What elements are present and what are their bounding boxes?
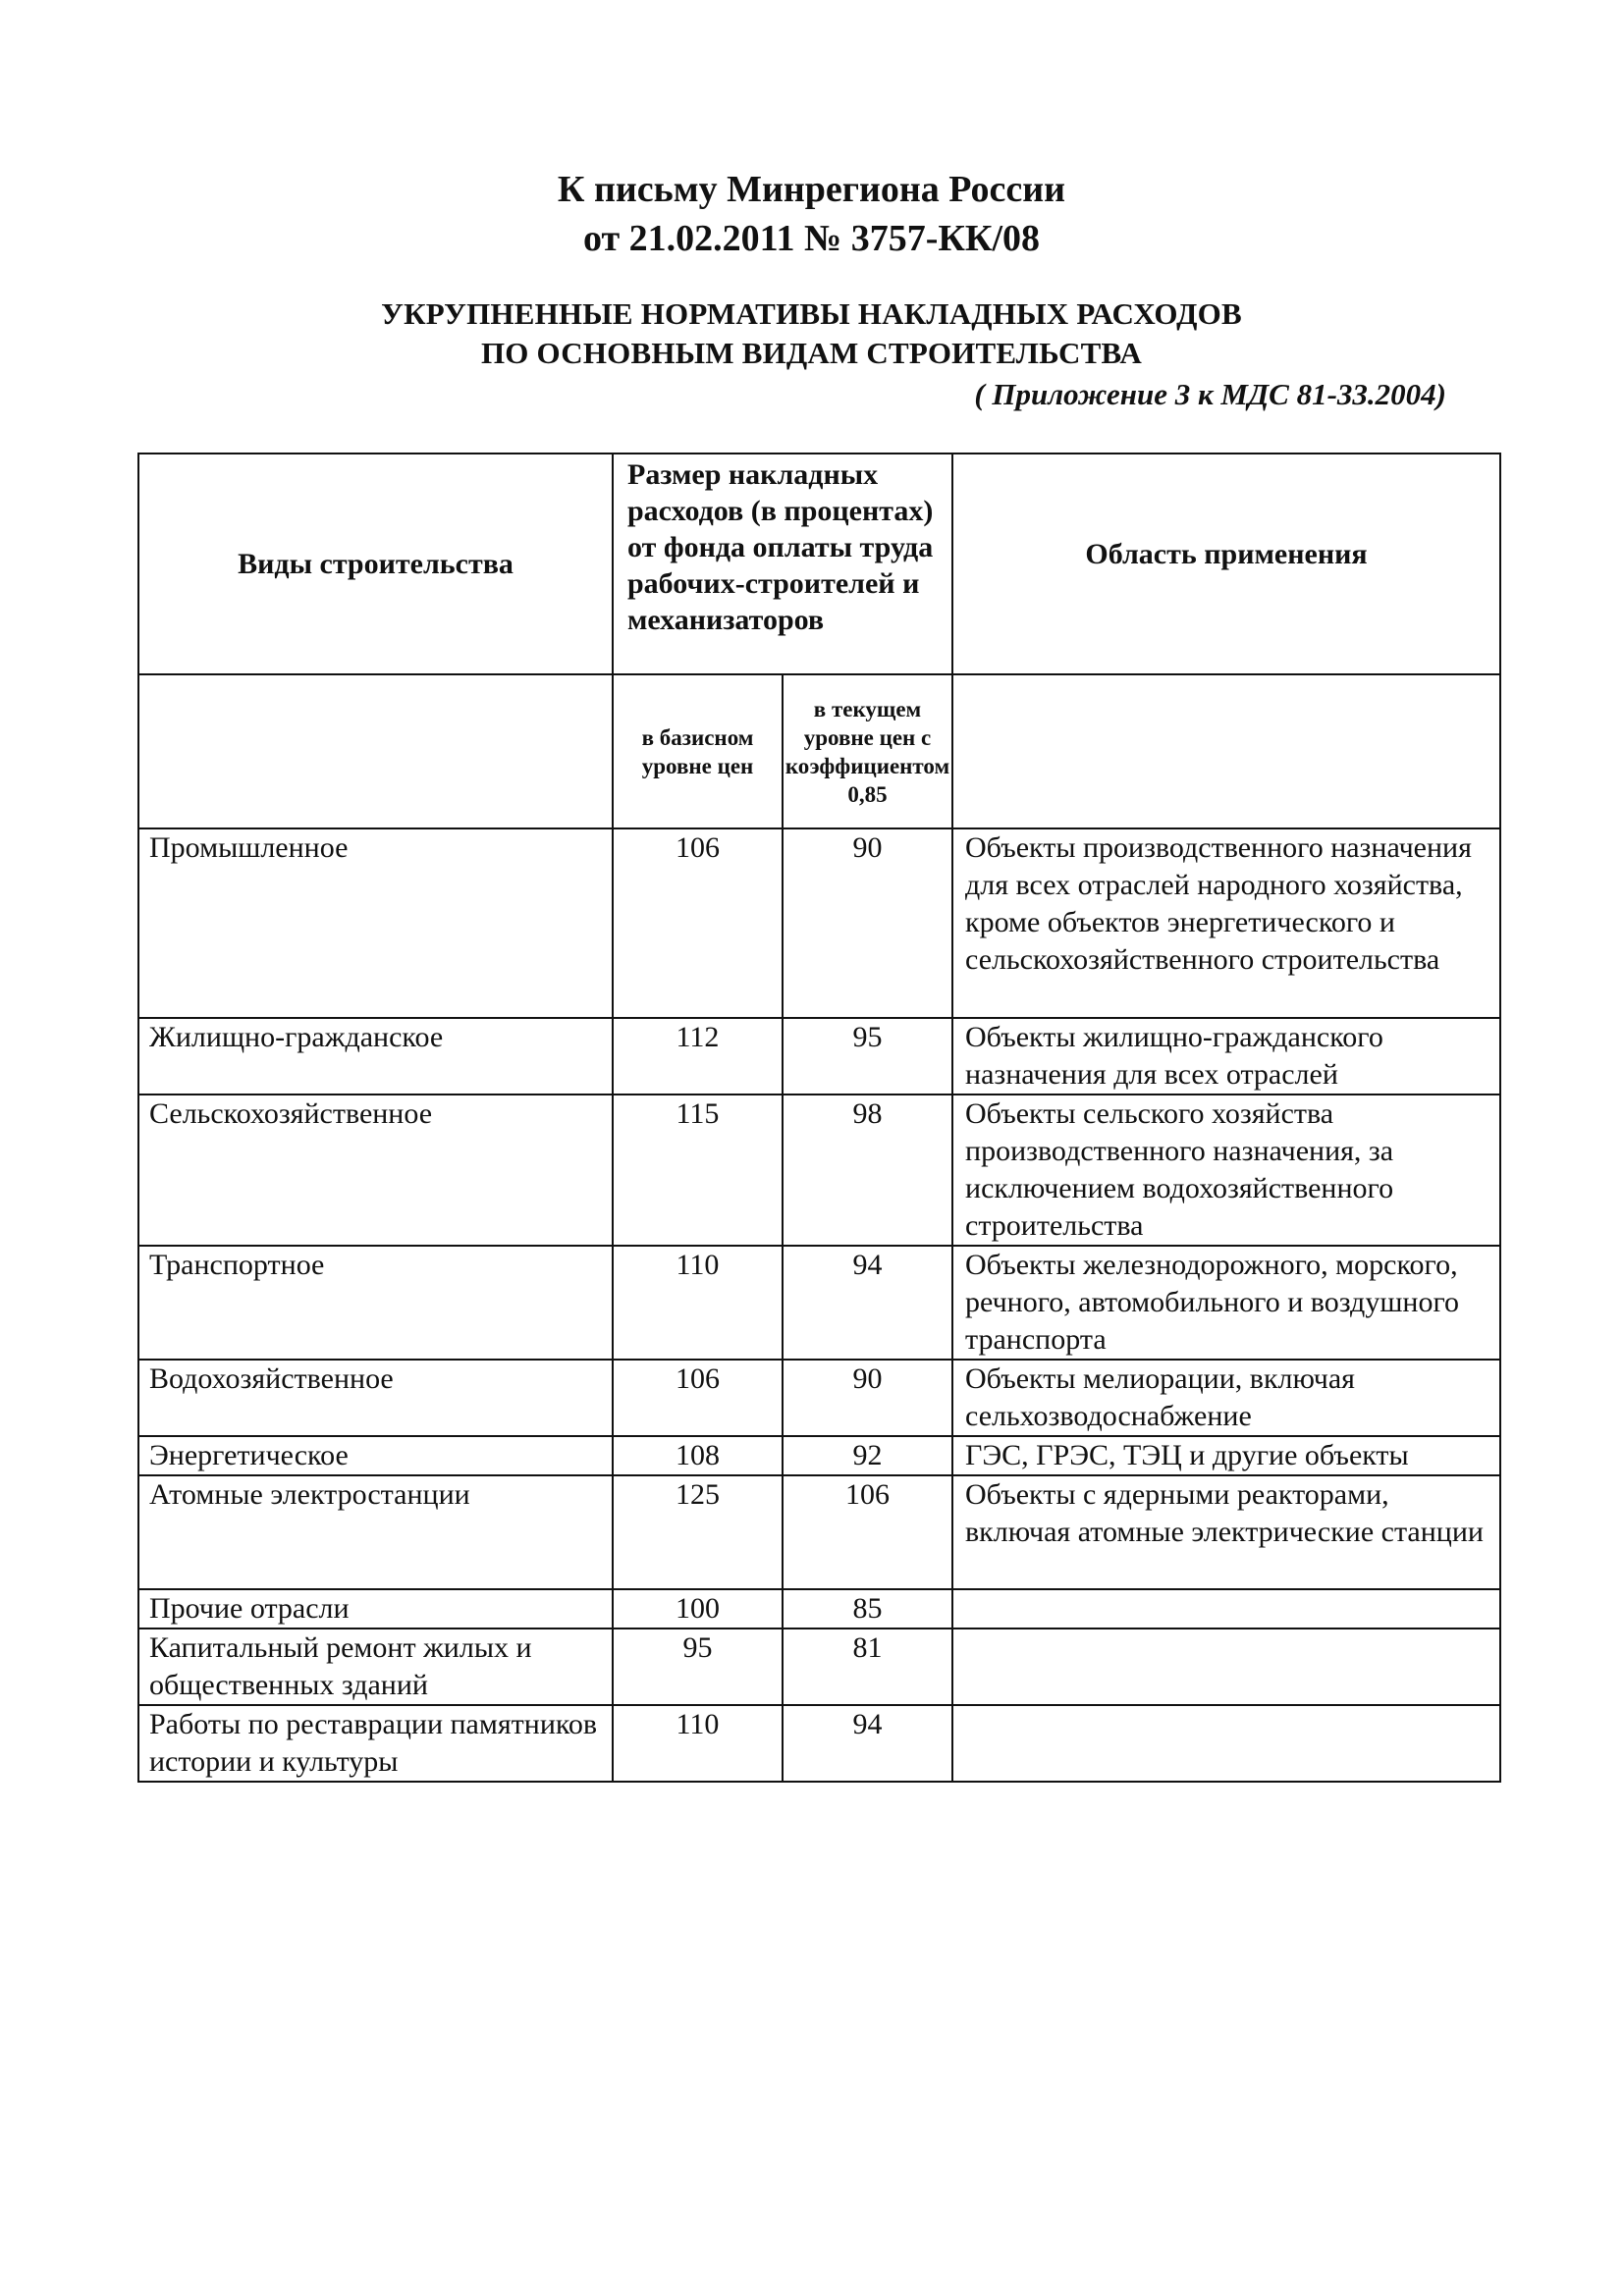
table-row — [138, 1095, 1500, 1246]
cell-construction-type: Атомные электростанции — [138, 1475, 613, 1589]
cell-application-area — [952, 1705, 1500, 1782]
cell-current-percent: 106 — [783, 1475, 952, 1589]
document-title-line-2: ПО ОСНОВНЫМ ВИДАМ СТРОИТЕЛЬСТВА — [480, 336, 1143, 370]
cell-construction-type: Энергетическое — [138, 1436, 613, 1475]
letter-reference-line-1: К письму Минрегиона России — [557, 169, 1066, 210]
cell-base-percent: 110 — [613, 1246, 783, 1360]
cell-construction-type: Капитальный ремонт жилых и общественных зданий — [138, 1629, 613, 1705]
cell-current-percent: 94 — [783, 1246, 952, 1360]
cell-current-percent: 81 — [783, 1629, 952, 1705]
cell-application-area: Объекты железнодорожного, морского, речного, автомобильного и воздушного транспорта — [952, 1246, 1500, 1360]
cell-base-percent: 110 — [613, 1705, 783, 1782]
table-row — [138, 1436, 1500, 1475]
table-row — [138, 1018, 1500, 1095]
column-header-construction-type: Виды строительства — [138, 454, 613, 674]
cell-current-percent: 90 — [783, 828, 952, 1018]
document-title — [0, 294, 1623, 373]
column-subheader-empty — [138, 674, 613, 828]
cell-construction-type: Сельскохозяйственное — [138, 1095, 613, 1246]
cell-construction-type: Транспортное — [138, 1246, 613, 1360]
overhead-norms-table — [137, 453, 1501, 1783]
cell-current-percent: 94 — [783, 1705, 952, 1782]
cell-current-percent: 98 — [783, 1095, 952, 1246]
cell-construction-type: Водохозяйственное — [138, 1360, 613, 1436]
table-row — [138, 1629, 1500, 1705]
cell-base-percent: 95 — [613, 1629, 783, 1705]
table-row — [138, 1589, 1500, 1629]
cell-construction-type: Прочие отрасли — [138, 1589, 613, 1629]
cell-base-percent: 100 — [613, 1589, 783, 1629]
table-body — [138, 828, 1500, 1782]
cell-application-area: ГЭС, ГРЭС, ТЭЦ и другие объекты — [952, 1436, 1500, 1475]
cell-base-percent: 106 — [613, 1360, 783, 1436]
column-subheader-empty-area — [952, 674, 1500, 828]
table-row — [138, 1246, 1500, 1360]
table-row — [138, 1705, 1500, 1782]
cell-base-percent: 106 — [613, 828, 783, 1018]
cell-current-percent: 90 — [783, 1360, 952, 1436]
cell-base-percent: 125 — [613, 1475, 783, 1589]
table-row — [138, 1475, 1500, 1589]
cell-application-area — [952, 1629, 1500, 1705]
cell-base-percent: 115 — [613, 1095, 783, 1246]
cell-application-area: Объекты с ядерными реакторами, включая атомные электрические станции — [952, 1475, 1500, 1589]
column-header-overhead-size: Размер накладных расходов (в процентах) от фонда оплаты труда рабочих-строителей и механизаторов — [613, 454, 952, 674]
cell-current-percent: 95 — [783, 1018, 952, 1095]
cell-application-area: Объекты жилищно-гражданского назначения для всех отраслей — [952, 1018, 1500, 1095]
table-row — [138, 1360, 1500, 1436]
cell-application-area: Объекты сельского хозяйства производственного назначения, за исключением водохозяйственного строительства — [952, 1095, 1500, 1246]
cell-current-percent: 85 — [783, 1589, 952, 1629]
cell-construction-type: Промышленное — [138, 828, 613, 1018]
column-subheader-current-price: в текущем уровне цен с коэффициентом 0,85 — [783, 674, 952, 828]
letter-reference-line-2: от 21.02.2011 № 3757-КК/08 — [582, 218, 1041, 259]
appendix-reference: ( Приложение 3 к МДС 81-33.2004) — [974, 377, 1446, 411]
cell-application-area: Объекты мелиорации, включая сельхозводоснабжение — [952, 1360, 1500, 1436]
cell-application-area: Объекты производственного назначения для всех отраслей народного хозяйства, кроме объектов энергетического и сельскохозяйственного строительства — [952, 828, 1500, 1018]
letter-reference — [0, 165, 1623, 263]
cell-base-percent: 108 — [613, 1436, 783, 1475]
column-subheader-base-price: в базисном уровне цен — [613, 674, 783, 828]
cell-application-area — [952, 1589, 1500, 1629]
document-title-line-1: УКРУПНЕННЫЕ НОРМАТИВЫ НАКЛАДНЫХ РАСХОДОВ — [381, 296, 1242, 331]
cell-construction-type: Работы по реставрации памятников истории и культуры — [138, 1705, 613, 1782]
column-header-application-area: Область применения — [952, 454, 1500, 674]
table-header — [138, 454, 1500, 828]
cell-base-percent: 112 — [613, 1018, 783, 1095]
cell-construction-type: Жилищно-гражданское — [138, 1018, 613, 1095]
table-row — [138, 828, 1500, 1018]
cell-current-percent: 92 — [783, 1436, 952, 1475]
header-row-sub — [138, 674, 1500, 828]
header-row-main — [138, 454, 1500, 674]
